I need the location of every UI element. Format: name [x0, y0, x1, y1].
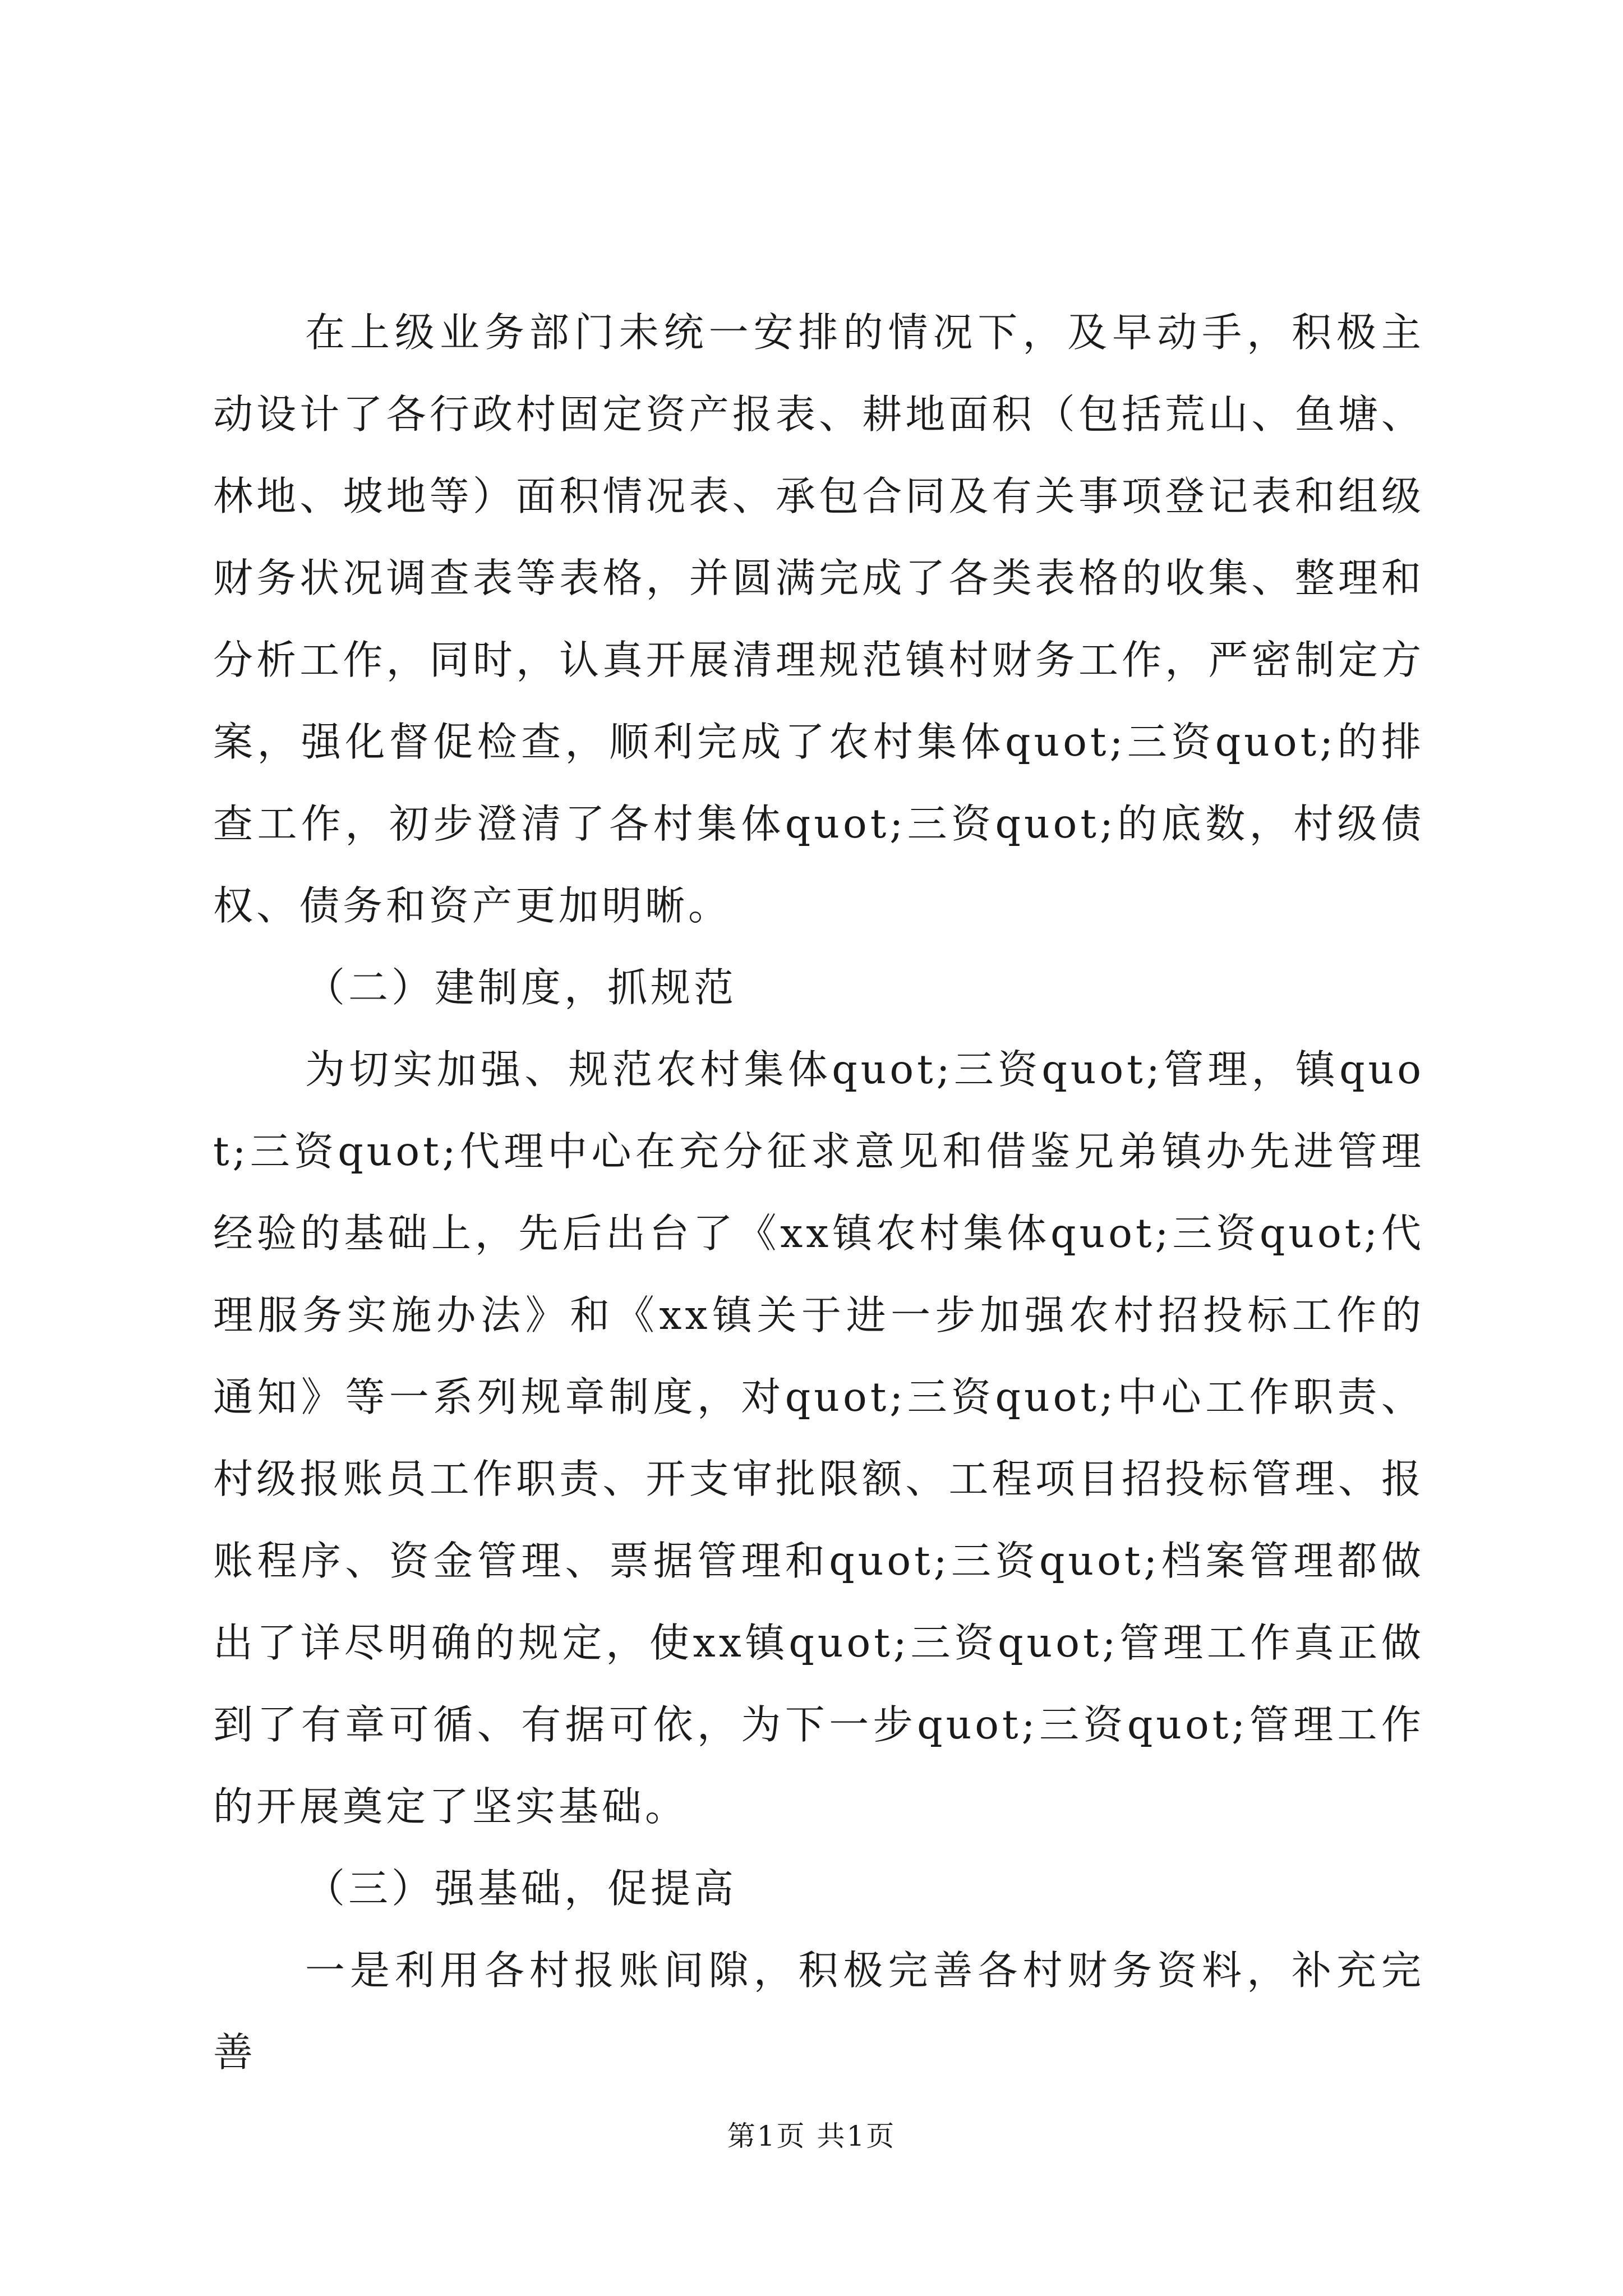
paragraph-rules-system: 为切实加强、规范农村集体quot;三资quot;管理，镇quot;三资quot;代理中心在充分征求意见和借鉴兄弟镇办先进管理经验的基础上，先后出台了《xx镇农村集体quot;三资quot;代理服务实施办法》和《xx镇关于进一步加强农村招投标工作的通知》等一系列规章制度，对quot;三资quot;中心工作职责、村级报账员工作职责、开支审批限额、工程项目招投标管理、报账程序、资金管理、票据管理和quot;三资quot;档案管理都做出了详尽明确的规定，使xx镇quot;三资quot;管理工作真正做到了有章可循、有据可依，为下一步quot;三资quot;管理工作的开展奠定了坚实基础。: [213, 1046, 1424, 1830]
page-footer: [0, 2114, 1623, 2154]
page-number-label: 第1页 共1页: [727, 2120, 896, 2152]
paragraph-asset-survey: 在上级业务部门未统一安排的情况下，及早动手，积极主动设计了各行政村固定资产报表、耕地面积（包括荒山、鱼塘、林地、坡地等）面积情况表、承包合同及有关事项登记表和组级财务状况调查表等表格，并圆满完成了各类表格的收集、整理和分析工作，同时，认真开展清理规范镇村财务工作，严密制定方案，强化督促检查，顺利完成了农村集体quot;三资quot;的排查工作，初步澄清了各村集体quot;三资quot;的底数，村级债权、债务和资产更加明晰。: [213, 309, 1424, 929]
paragraph-foundation: 一是利用各村报账间隙，积极完善各村财务资料，补充完善: [213, 1947, 1424, 2076]
section-heading-3: （三）强基础，促提高: [305, 1865, 737, 1912]
document-body: [213, 292, 1424, 2093]
section-heading-2: （二）建制度，抓规范: [305, 964, 737, 1011]
